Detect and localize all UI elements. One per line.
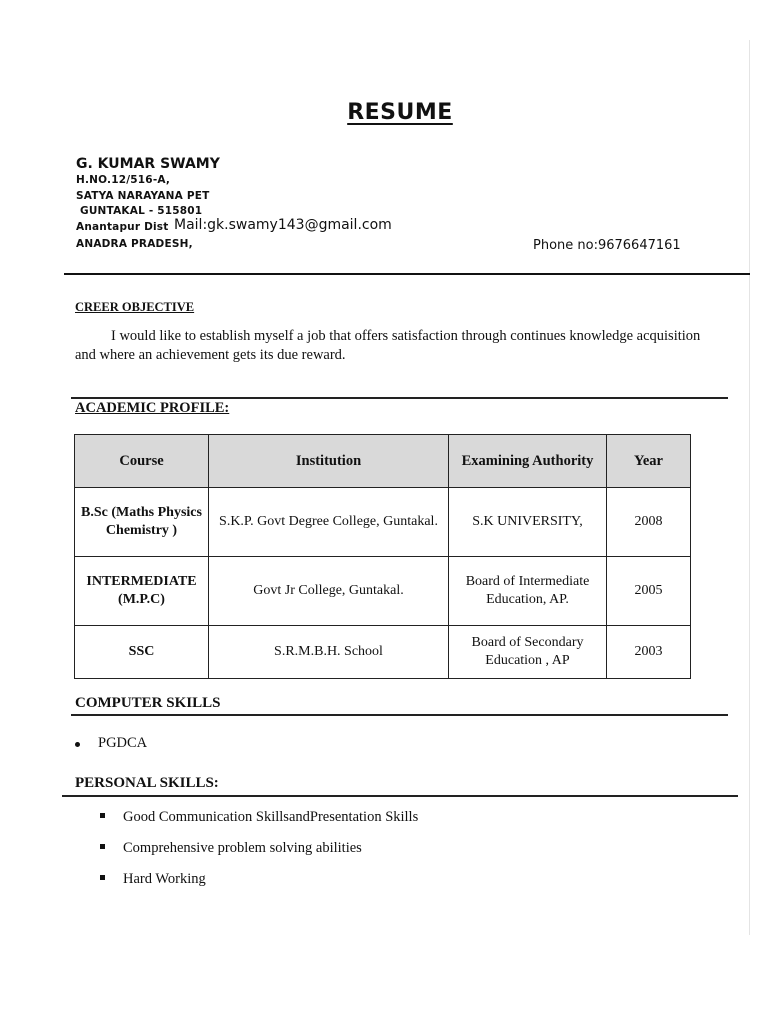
resume-title: RESUME (347, 100, 453, 125)
address-line: SATYA NARAYANA PET (76, 190, 210, 202)
table-row (75, 557, 691, 626)
objective-heading: CREER OBJECTIVE (75, 300, 195, 314)
address-line: Anantapur Dist (76, 221, 169, 233)
page-edge-divider (749, 40, 750, 935)
authority-cell: Board of Intermediate Education, AP. (449, 557, 607, 626)
column-header: Course (75, 435, 209, 488)
candidate-name: G. KUMAR SWAMY (76, 156, 220, 172)
course-cell: INTERMEDIATE (M.P.C) (75, 557, 209, 626)
course-cell: B.Sc (Maths Physics Chemistry ) (75, 488, 209, 557)
year-cell: 2005 (607, 557, 691, 626)
personal-skills-heading: PERSONAL SKILLS: (75, 775, 219, 791)
address-line: ANADRA PRADESH, (76, 238, 193, 250)
academic-heading: ACADEMIC PROFILE: (75, 400, 230, 416)
table-row (75, 488, 691, 557)
column-header: Institution (209, 435, 449, 488)
course-cell: SSC (75, 626, 209, 679)
address-line: GUNTAKAL - 515801 (80, 205, 203, 217)
authority-cell: S.K UNIVERSITY, (449, 488, 607, 557)
list-item: Hard Working (100, 870, 418, 901)
institution-cell: Govt Jr College, Guntakal. (209, 557, 449, 626)
table-row (75, 626, 691, 679)
institution-cell: S.R.M.B.H. School (209, 626, 449, 679)
year-cell: 2008 (607, 488, 691, 557)
objective-text: I would like to establish myself a job that offers satisfaction through continues knowledge acquisition and where an achievement gets its due reward. (75, 328, 701, 363)
column-header: Year (607, 435, 691, 488)
column-header: Examining Authority (449, 435, 607, 488)
header-divider (64, 273, 750, 275)
table-header-row (75, 435, 691, 488)
computer-skills-list (75, 735, 147, 752)
section-divider (71, 397, 728, 399)
section-divider (71, 714, 728, 716)
email-text: Mail:gk.swamy143@gmail.com (174, 217, 392, 233)
institution-cell: S.K.P. Govt Degree College, Guntakal. (209, 488, 449, 557)
section-divider (62, 795, 738, 797)
list-item: PGDCA (75, 735, 147, 752)
personal-skills-list (100, 808, 418, 901)
list-item: Good Communication SkillsandPresentation Skills (100, 808, 418, 839)
year-cell: 2003 (607, 626, 691, 679)
phone-text: Phone no:9676647161 (533, 238, 681, 253)
address-line: H.NO.12/516-A, (76, 174, 171, 186)
list-item: Comprehensive problem solving abilities (100, 839, 418, 870)
authority-cell: Board of Secondary Education , AP (449, 626, 607, 679)
academic-table (74, 434, 691, 679)
computer-skills-heading: COMPUTER SKILLS (75, 695, 221, 711)
